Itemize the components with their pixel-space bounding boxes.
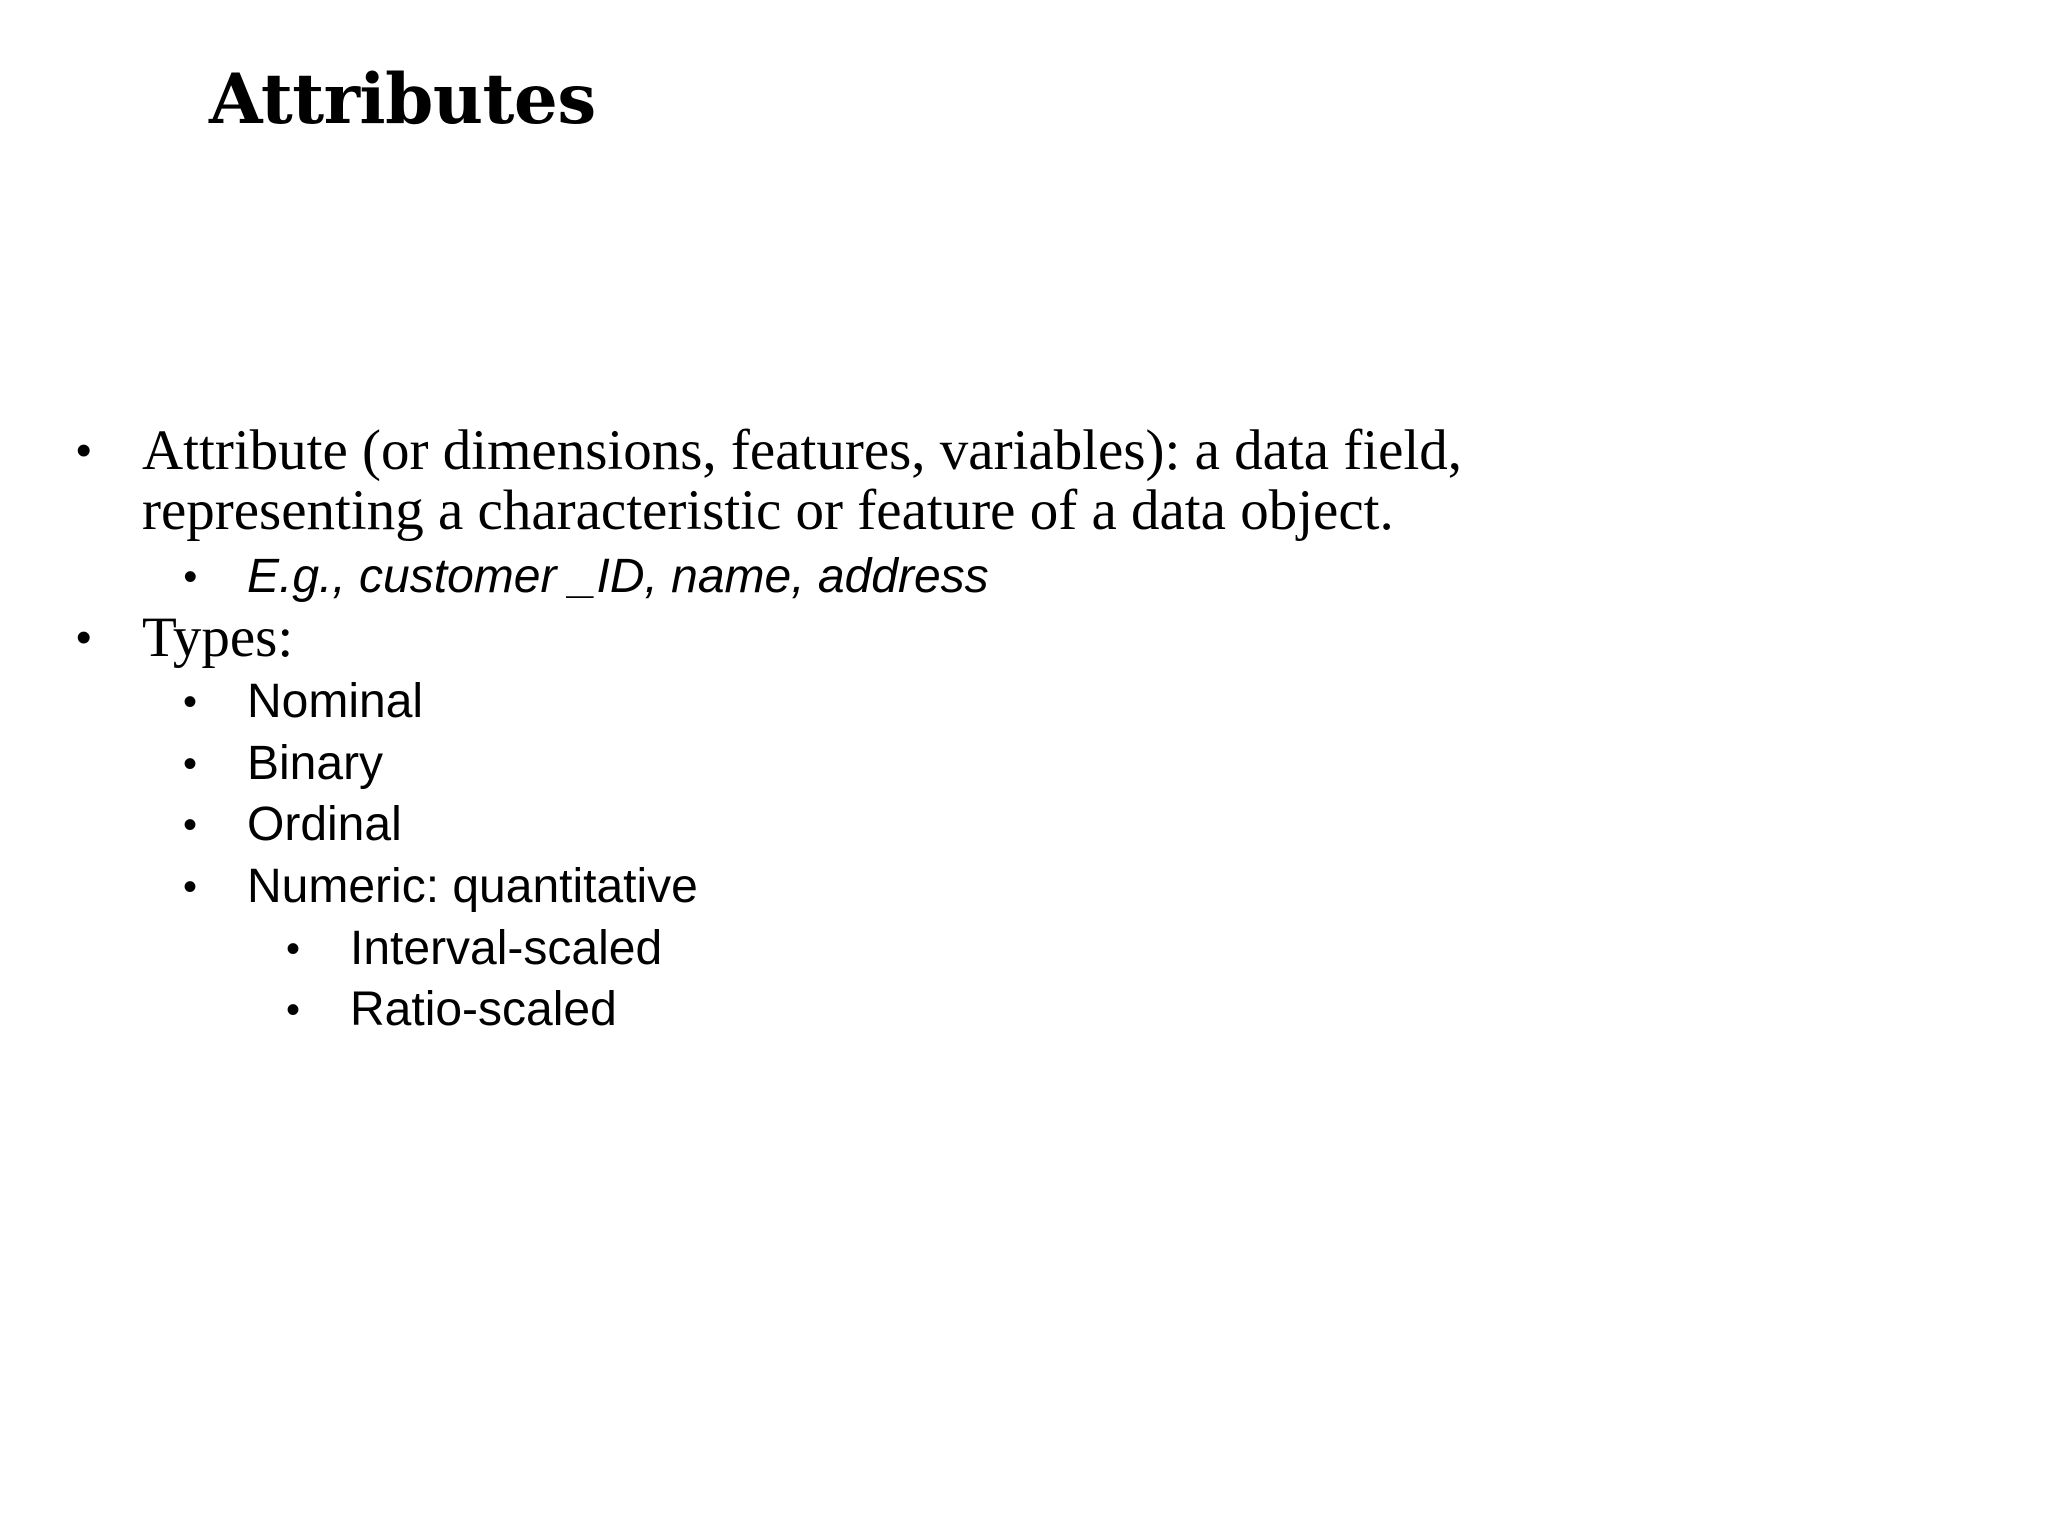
- bullet-dot: •: [286, 927, 301, 971]
- bullet-dot: •: [183, 742, 198, 786]
- bullet-text: Interval-scaled: [350, 922, 663, 975]
- bullet-text: Binary: [247, 737, 384, 790]
- bullet-dot: •: [183, 865, 198, 909]
- bullet-text: Nominal: [247, 675, 424, 728]
- bullet-text: E.g., customer _ID, name, address: [247, 550, 989, 603]
- bullet-text: Numeric: quantitative: [247, 860, 698, 913]
- bullet-text: representing a characteristic or feature of a data object.: [142, 479, 1394, 542]
- bullet-text: Types:: [142, 606, 294, 669]
- bullet-dot: •: [183, 803, 198, 847]
- bullet-type-ordinal: [183, 795, 402, 855]
- bullet-text: Ordinal: [247, 798, 402, 851]
- bullet-type-numeric: [183, 857, 698, 917]
- bullet-types: [76, 606, 294, 669]
- slide-title: Attributes: [209, 59, 596, 140]
- bullet-dot: •: [286, 988, 301, 1032]
- bullet-dot: •: [76, 426, 92, 475]
- bullet-text: Ratio-scaled: [350, 983, 617, 1036]
- bullet-text: Attribute (or dimensions, features, variables): a data field,: [142, 419, 1463, 482]
- bullet-dot: •: [183, 680, 198, 724]
- bullet-type-nominal: [183, 672, 424, 732]
- bullet-type-binary: [183, 734, 384, 794]
- bullet-dot: •: [76, 613, 92, 662]
- bullet-numeric-interval-scaled: [286, 919, 663, 979]
- bullet-attribute-definition-continued: [142, 481, 1394, 541]
- bullet-dot: •: [183, 555, 198, 599]
- bullet-example: [183, 547, 989, 607]
- bullet-attribute-definition: [76, 419, 1463, 482]
- bullet-numeric-ratio-scaled: [286, 980, 617, 1040]
